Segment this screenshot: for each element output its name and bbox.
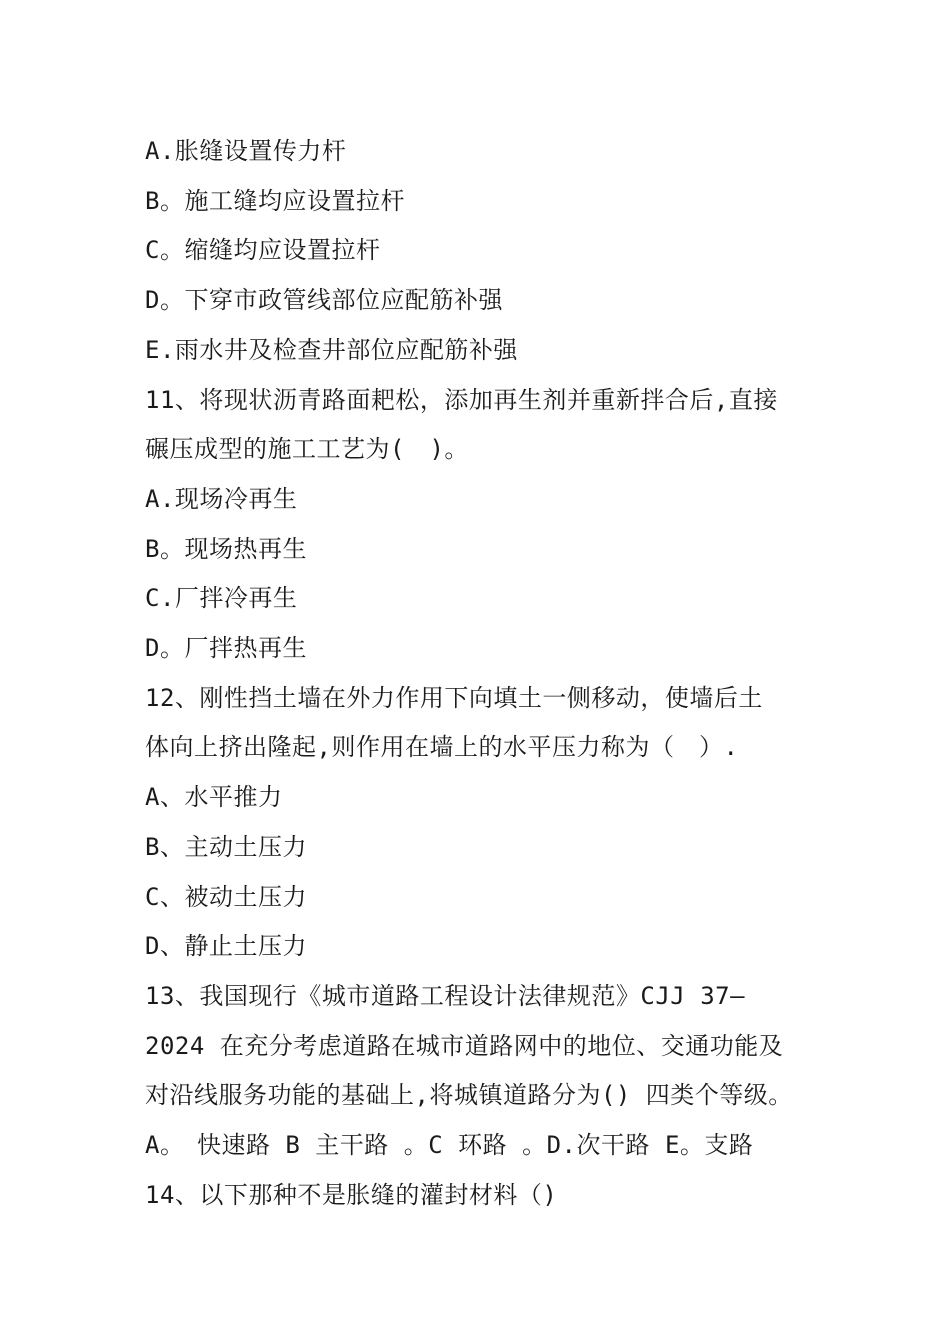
q12-option-c: C、被动土压力 xyxy=(145,882,307,911)
option-c-contraction-joint: C。缩缝均应设置拉杆 xyxy=(145,236,381,265)
question-13-line-3: 对沿线服务功能的基础上,将城镇道路分为() 四类个等级。 xyxy=(145,1081,793,1110)
q11-option-c: C.厂拌冷再生 xyxy=(145,584,298,613)
question-12-line-2: 体向上挤出隆起,则作用在墙上的水平压力称为（ ）. xyxy=(145,733,739,762)
question-12-line-1: 12、刚性挡土墙在外力作用下向填土一侧移动，使墙后土 xyxy=(145,683,763,712)
question-14-line-1: 14、以下那种不是胀缝的灌封材料（) xyxy=(145,1180,558,1209)
q12-option-b: B、主动土压力 xyxy=(145,832,307,861)
document-body xyxy=(145,127,810,1220)
question-11-line-1: 11、将现状沥青路面耙松，添加再生剂并重新拌合后,直接 xyxy=(145,385,778,414)
option-b-construction-joint: B。施工缝均应设置拉杆 xyxy=(145,186,405,215)
question-13-line-1: 13、我国现行《城市道路工程设计法律规范》CJJ 37— xyxy=(145,981,746,1010)
q11-option-b: B。现场热再生 xyxy=(145,534,307,563)
question-11-line-2: 碾压成型的施工工艺为( )。 xyxy=(145,435,469,464)
q12-option-d: D、静止土压力 xyxy=(145,932,307,961)
option-d-pipeline-reinforcement: D。下穿市政管线部位应配筋补强 xyxy=(145,286,503,315)
q11-option-d: D。厂拌热再生 xyxy=(145,634,307,663)
question-13-line-2: 2024 在充分考虑道路在城市道路网中的地位、交通功能及 xyxy=(145,1031,784,1060)
option-e-well-reinforcement: E.雨水井及检查井部位应配筋补强 xyxy=(145,335,518,364)
option-a-expansion-joint: A.胀缝设置传力杆 xyxy=(145,137,347,165)
q11-option-a: A.现场冷再生 xyxy=(145,484,298,513)
q12-option-a: A、水平推力 xyxy=(145,783,283,812)
q13-options: A。 快速路 B 主干路 。C 环路 。D.次干路 E。支路 xyxy=(145,1131,754,1160)
